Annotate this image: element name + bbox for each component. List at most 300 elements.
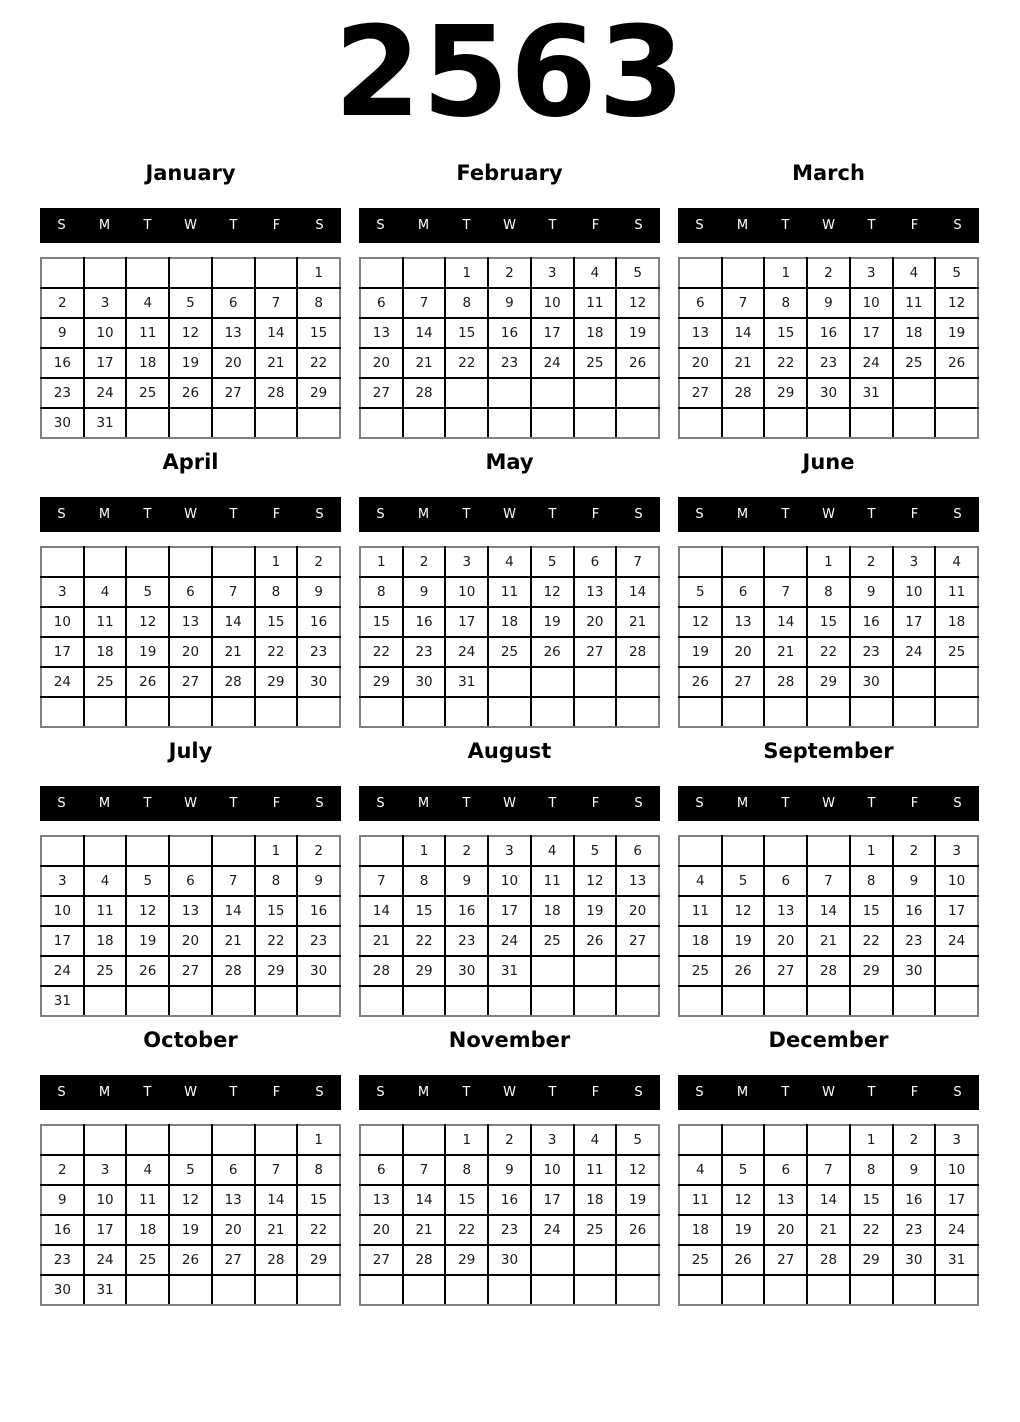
day-cell: 25 (574, 1215, 617, 1245)
empty-day-cell (679, 1275, 722, 1305)
day-cell: 27 (212, 1245, 255, 1275)
empty-day-cell (488, 378, 531, 408)
day-cell: 4 (126, 1155, 169, 1185)
month-days-table (359, 835, 660, 1017)
empty-day-cell (255, 986, 298, 1016)
month-days-table (678, 835, 979, 1017)
weekday-label: F (272, 507, 281, 522)
empty-day-cell (616, 1275, 659, 1305)
week-row (41, 577, 340, 607)
empty-day-cell (935, 667, 978, 697)
day-cell: 11 (574, 1155, 617, 1185)
empty-day-cell (84, 1125, 127, 1155)
day-cell: 18 (679, 1215, 722, 1245)
weekday-label: W (822, 796, 835, 811)
day-cell: 21 (807, 1215, 850, 1245)
day-cell: 28 (807, 956, 850, 986)
empty-day-cell (169, 1125, 212, 1155)
day-cell: 16 (41, 1215, 84, 1245)
month-july (40, 738, 341, 1017)
day-cell: 14 (212, 607, 255, 637)
empty-day-cell (850, 408, 893, 438)
week-row (41, 378, 340, 408)
empty-day-cell (445, 378, 488, 408)
day-cell: 29 (255, 956, 298, 986)
day-cell: 16 (445, 896, 488, 926)
month-november (359, 1027, 660, 1306)
day-cell: 24 (935, 1215, 978, 1245)
day-cell: 2 (403, 547, 446, 577)
empty-day-cell (531, 986, 574, 1016)
weekday-label: F (910, 218, 919, 233)
day-cell: 4 (126, 288, 169, 318)
weekday-label: S (57, 218, 66, 233)
day-cell: 17 (531, 318, 574, 348)
weekday-label: T (143, 218, 152, 233)
empty-day-cell (84, 836, 127, 866)
month-title: January (145, 161, 236, 185)
day-cell: 8 (850, 1155, 893, 1185)
day-cell: 19 (169, 348, 212, 378)
empty-day-cell (255, 697, 298, 727)
day-cell: 27 (360, 1245, 403, 1275)
day-cell: 26 (169, 1245, 212, 1275)
weekday-label: S (634, 218, 643, 233)
empty-day-cell (764, 1275, 807, 1305)
day-cell: 24 (531, 348, 574, 378)
day-cell: 31 (84, 408, 127, 438)
week-row (41, 896, 340, 926)
day-cell: 21 (255, 1215, 298, 1245)
day-cell: 5 (574, 836, 617, 866)
day-cell: 19 (126, 637, 169, 667)
day-cell: 29 (445, 1245, 488, 1275)
empty-day-cell (722, 986, 765, 1016)
empty-day-cell (531, 1245, 574, 1275)
weekday-label: T (781, 1085, 790, 1100)
empty-day-cell (488, 986, 531, 1016)
day-cell: 2 (445, 836, 488, 866)
day-cell: 22 (445, 1215, 488, 1245)
weekday-label: S (634, 796, 643, 811)
day-cell: 3 (84, 288, 127, 318)
day-cell: 24 (531, 1215, 574, 1245)
day-cell: 16 (807, 318, 850, 348)
day-cell: 28 (807, 1245, 850, 1275)
empty-day-cell (84, 986, 127, 1016)
day-cell: 27 (679, 378, 722, 408)
empty-day-cell (297, 986, 340, 1016)
day-cell: 4 (679, 866, 722, 896)
day-cell: 25 (126, 378, 169, 408)
empty-day-cell (679, 986, 722, 1016)
empty-day-cell (445, 986, 488, 1016)
empty-day-cell (679, 408, 722, 438)
empty-day-cell (935, 956, 978, 986)
day-cell: 28 (764, 667, 807, 697)
weekday-label: T (229, 796, 238, 811)
day-cell: 23 (445, 926, 488, 956)
weekday-header-bar (40, 497, 341, 532)
empty-day-cell (445, 697, 488, 727)
empty-day-cell (574, 1275, 617, 1305)
day-cell: 3 (488, 836, 531, 866)
weekday-label: M (98, 796, 111, 811)
month-days-body (679, 1125, 978, 1305)
day-cell: 14 (807, 1185, 850, 1215)
weekday-label: T (867, 218, 876, 233)
empty-day-cell (679, 697, 722, 727)
day-cell: 1 (764, 258, 807, 288)
day-cell: 22 (445, 348, 488, 378)
day-cell: 22 (850, 926, 893, 956)
day-cell: 8 (255, 866, 298, 896)
day-cell: 12 (722, 896, 765, 926)
day-cell: 20 (574, 607, 617, 637)
day-cell: 11 (679, 1185, 722, 1215)
empty-day-cell (255, 1125, 298, 1155)
day-cell: 18 (84, 926, 127, 956)
week-row (41, 986, 340, 1016)
weekday-header-bar (40, 1075, 341, 1110)
empty-day-cell (850, 1275, 893, 1305)
day-cell: 14 (255, 318, 298, 348)
day-cell: 21 (764, 637, 807, 667)
weekday-label: T (867, 507, 876, 522)
weekday-header-bar (359, 497, 660, 532)
calendar-grid (0, 160, 1020, 1306)
week-row (41, 1185, 340, 1215)
week-row (41, 318, 340, 348)
day-cell: 1 (255, 547, 298, 577)
day-cell: 15 (445, 1185, 488, 1215)
day-cell: 14 (764, 607, 807, 637)
weekday-label: W (503, 1085, 516, 1100)
day-cell: 26 (616, 348, 659, 378)
day-cell: 16 (41, 348, 84, 378)
day-cell: 14 (403, 318, 446, 348)
weekday-label: S (315, 218, 324, 233)
empty-day-cell (360, 697, 403, 727)
day-cell: 22 (807, 637, 850, 667)
empty-day-cell (360, 1275, 403, 1305)
week-row (679, 258, 978, 288)
empty-day-cell (41, 1125, 84, 1155)
day-cell: 30 (297, 667, 340, 697)
day-cell: 6 (212, 1155, 255, 1185)
weekday-label: F (910, 1085, 919, 1100)
empty-day-cell (297, 1275, 340, 1305)
empty-day-cell (893, 667, 936, 697)
empty-day-cell (679, 258, 722, 288)
day-cell: 8 (764, 288, 807, 318)
week-row (679, 986, 978, 1016)
day-cell: 8 (360, 577, 403, 607)
week-row (679, 637, 978, 667)
month-days-table (359, 257, 660, 439)
week-row (679, 1185, 978, 1215)
day-cell: 25 (679, 956, 722, 986)
empty-day-cell (616, 667, 659, 697)
weekday-label: S (376, 218, 385, 233)
day-cell: 8 (297, 288, 340, 318)
week-row (41, 667, 340, 697)
month-days-table (359, 546, 660, 728)
empty-day-cell (212, 1275, 255, 1305)
month-title: February (456, 161, 563, 185)
day-cell: 30 (403, 667, 446, 697)
day-cell: 7 (616, 547, 659, 577)
week-row (679, 318, 978, 348)
day-cell: 5 (722, 1155, 765, 1185)
weekday-label: M (98, 507, 111, 522)
day-cell: 9 (850, 577, 893, 607)
day-cell: 31 (41, 986, 84, 1016)
weekday-label: F (910, 796, 919, 811)
week-row (679, 348, 978, 378)
day-cell: 15 (850, 896, 893, 926)
day-cell: 27 (574, 637, 617, 667)
empty-day-cell (935, 378, 978, 408)
day-cell: 6 (169, 866, 212, 896)
day-cell: 6 (722, 577, 765, 607)
day-cell: 3 (41, 866, 84, 896)
month-april (40, 449, 341, 728)
month-days-body (679, 836, 978, 1016)
day-cell: 23 (297, 926, 340, 956)
day-cell: 28 (212, 956, 255, 986)
month-title: October (143, 1028, 238, 1052)
empty-day-cell (722, 258, 765, 288)
empty-day-cell (764, 408, 807, 438)
week-row (41, 348, 340, 378)
weekday-label: S (695, 507, 704, 522)
day-cell: 15 (297, 318, 340, 348)
day-cell: 21 (807, 926, 850, 956)
empty-day-cell (445, 1275, 488, 1305)
empty-day-cell (169, 836, 212, 866)
empty-day-cell (169, 986, 212, 1016)
empty-day-cell (169, 697, 212, 727)
day-cell: 13 (764, 1185, 807, 1215)
week-row (360, 866, 659, 896)
day-cell: 9 (297, 866, 340, 896)
day-cell: 19 (574, 896, 617, 926)
month-days-table (40, 546, 341, 728)
weekday-label: W (503, 218, 516, 233)
empty-day-cell (255, 258, 298, 288)
week-row (679, 926, 978, 956)
month-title: May (485, 450, 534, 474)
day-cell: 18 (488, 607, 531, 637)
week-row (41, 408, 340, 438)
empty-day-cell (679, 1125, 722, 1155)
empty-day-cell (893, 378, 936, 408)
day-cell: 1 (297, 1125, 340, 1155)
week-row (41, 288, 340, 318)
day-cell: 15 (807, 607, 850, 637)
day-cell: 14 (212, 896, 255, 926)
day-cell: 21 (722, 348, 765, 378)
day-cell: 21 (360, 926, 403, 956)
week-row (41, 258, 340, 288)
weekday-label: M (98, 1085, 111, 1100)
day-cell: 28 (255, 1245, 298, 1275)
empty-day-cell (531, 697, 574, 727)
day-cell: 6 (679, 288, 722, 318)
empty-day-cell (531, 956, 574, 986)
day-cell: 26 (531, 637, 574, 667)
weekday-label: M (736, 796, 749, 811)
day-cell: 29 (255, 667, 298, 697)
day-cell: 13 (679, 318, 722, 348)
day-cell: 24 (935, 926, 978, 956)
week-row (41, 637, 340, 667)
day-cell: 18 (935, 607, 978, 637)
week-row (679, 1275, 978, 1305)
day-cell: 5 (616, 258, 659, 288)
empty-day-cell (850, 697, 893, 727)
day-cell: 1 (297, 258, 340, 288)
day-cell: 4 (679, 1155, 722, 1185)
weekday-label: M (736, 218, 749, 233)
day-cell: 9 (445, 866, 488, 896)
empty-day-cell (722, 1125, 765, 1155)
day-cell: 14 (722, 318, 765, 348)
empty-day-cell (126, 408, 169, 438)
day-cell: 8 (850, 866, 893, 896)
day-cell: 9 (403, 577, 446, 607)
empty-day-cell (574, 408, 617, 438)
week-row (41, 1245, 340, 1275)
day-cell: 25 (574, 348, 617, 378)
empty-day-cell (616, 697, 659, 727)
empty-day-cell (574, 667, 617, 697)
empty-day-cell (893, 1275, 936, 1305)
day-cell: 20 (360, 348, 403, 378)
weekday-label: W (822, 218, 835, 233)
empty-day-cell (616, 1245, 659, 1275)
empty-day-cell (403, 408, 446, 438)
day-cell: 9 (893, 1155, 936, 1185)
empty-day-cell (360, 408, 403, 438)
weekday-label: T (781, 507, 790, 522)
day-cell: 4 (84, 866, 127, 896)
day-cell: 14 (616, 577, 659, 607)
weekday-header-bar (359, 786, 660, 821)
day-cell: 3 (41, 577, 84, 607)
day-cell: 8 (807, 577, 850, 607)
day-cell: 26 (126, 667, 169, 697)
day-cell: 13 (212, 1185, 255, 1215)
empty-day-cell (41, 836, 84, 866)
weekday-label: W (184, 1085, 197, 1100)
day-cell: 5 (531, 547, 574, 577)
empty-day-cell (169, 408, 212, 438)
day-cell: 10 (893, 577, 936, 607)
day-cell: 7 (403, 288, 446, 318)
week-row (679, 1215, 978, 1245)
day-cell: 13 (169, 896, 212, 926)
weekday-label: M (417, 507, 430, 522)
weekday-header-bar (678, 786, 979, 821)
day-cell: 6 (360, 288, 403, 318)
day-cell: 5 (616, 1125, 659, 1155)
empty-day-cell (893, 697, 936, 727)
empty-day-cell (616, 986, 659, 1016)
day-cell: 19 (935, 318, 978, 348)
weekday-header-bar (678, 208, 979, 243)
day-cell: 3 (445, 547, 488, 577)
day-cell: 17 (850, 318, 893, 348)
weekday-label: F (272, 1085, 281, 1100)
day-cell: 23 (41, 1245, 84, 1275)
day-cell: 20 (764, 926, 807, 956)
day-cell: 19 (679, 637, 722, 667)
day-cell: 5 (169, 288, 212, 318)
week-row (679, 288, 978, 318)
day-cell: 10 (84, 318, 127, 348)
weekday-label: T (548, 218, 557, 233)
day-cell: 1 (255, 836, 298, 866)
day-cell: 29 (764, 378, 807, 408)
empty-day-cell (893, 408, 936, 438)
day-cell: 4 (574, 258, 617, 288)
month-days-table (40, 835, 341, 1017)
day-cell: 12 (126, 896, 169, 926)
day-cell: 23 (893, 1215, 936, 1245)
day-cell: 7 (255, 1155, 298, 1185)
month-days-body (41, 547, 340, 727)
week-row (360, 547, 659, 577)
day-cell: 9 (488, 288, 531, 318)
week-row (360, 667, 659, 697)
weekday-header-bar (40, 786, 341, 821)
day-cell: 14 (807, 896, 850, 926)
day-cell: 30 (850, 667, 893, 697)
day-cell: 30 (41, 408, 84, 438)
day-cell: 25 (893, 348, 936, 378)
day-cell: 22 (403, 926, 446, 956)
day-cell: 13 (722, 607, 765, 637)
week-row (360, 986, 659, 1016)
day-cell: 29 (850, 956, 893, 986)
week-row (360, 1245, 659, 1275)
week-row (360, 408, 659, 438)
day-cell: 4 (84, 577, 127, 607)
empty-day-cell (403, 258, 446, 288)
day-cell: 27 (212, 378, 255, 408)
day-cell: 25 (679, 1245, 722, 1275)
day-cell: 15 (445, 318, 488, 348)
day-cell: 28 (360, 956, 403, 986)
month-march (678, 160, 979, 439)
weekday-label: T (229, 218, 238, 233)
month-title: March (792, 161, 865, 185)
day-cell: 21 (212, 926, 255, 956)
week-row (360, 577, 659, 607)
month-title: September (763, 739, 894, 763)
month-may (359, 449, 660, 728)
empty-day-cell (212, 697, 255, 727)
empty-day-cell (935, 408, 978, 438)
empty-day-cell (850, 986, 893, 1016)
week-row (360, 607, 659, 637)
day-cell: 31 (935, 1245, 978, 1275)
empty-day-cell (574, 986, 617, 1016)
week-row (679, 607, 978, 637)
day-cell: 16 (850, 607, 893, 637)
